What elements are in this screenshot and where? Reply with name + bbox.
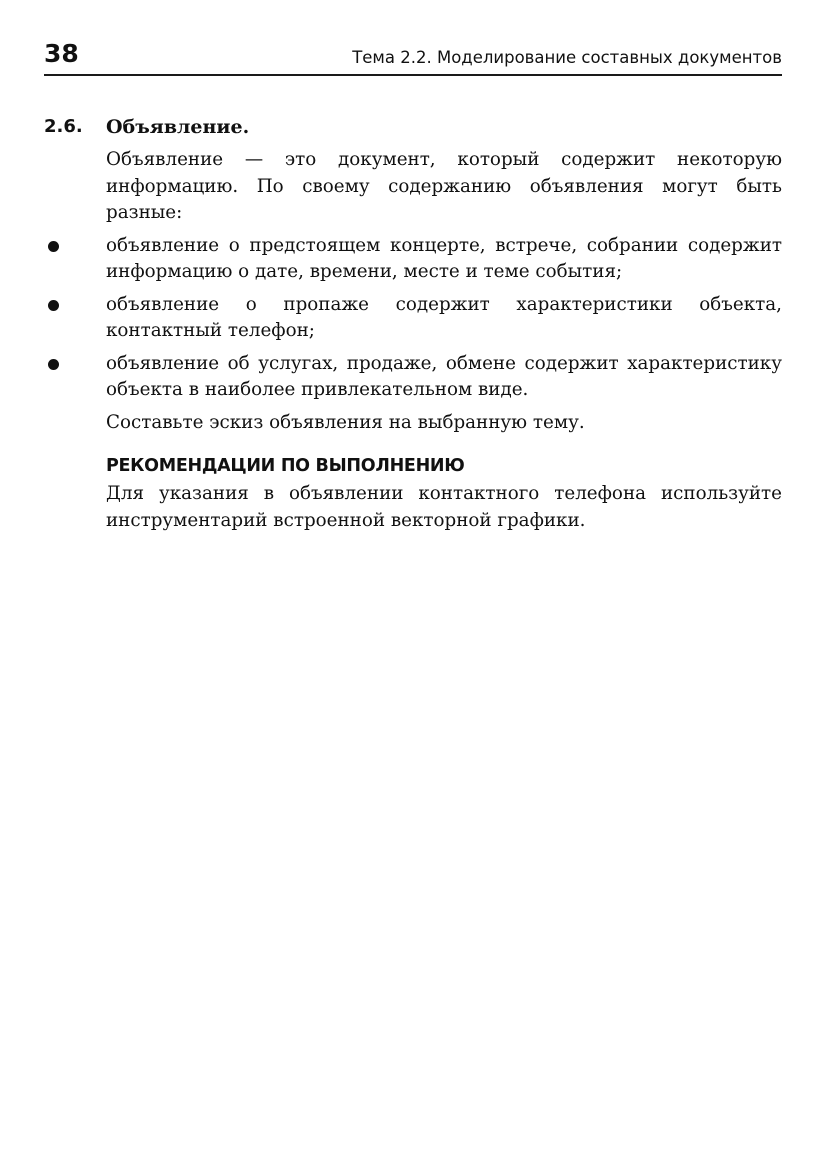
list-item-text: объявление о предстоящем концерте, встрече, собрании содержит информацию о дате, времени, месте и теме события;: [106, 234, 782, 282]
page-number: 38: [44, 39, 79, 68]
intro-paragraph: Объявление — это документ, который содержит некоторую информацию. По своему содержанию объявления могут быть разные:: [106, 149, 782, 223]
bullet-icon: [48, 300, 59, 311]
list-item-text: объявление о пропаже содержит характеристики объекта, контактный телефон;: [106, 293, 782, 341]
section-heading: [44, 112, 782, 142]
task-paragraph: Составьте эскиз объявления на выбранную тему.: [106, 411, 585, 433]
list-item: [44, 292, 782, 345]
bullet-list: [44, 233, 782, 404]
section-2-6: [44, 112, 782, 534]
list-item-text: объявление об услугах, продаже, обмене содержит характеристику объекта в наиболее привлекательном виде.: [106, 352, 782, 400]
bullet-icon: [48, 359, 59, 370]
page-header: [44, 36, 782, 76]
section-title: Объявление.: [106, 116, 250, 138]
section-number: 2.6.: [44, 116, 83, 137]
running-head: Тема 2.2. Моделирование составных документов: [352, 48, 782, 67]
list-item: [44, 233, 782, 286]
recommendations-heading: РЕКОМЕНДАЦИИ ПО ВЫПОЛНЕНИЮ: [106, 456, 465, 476]
bullet-icon: [48, 241, 59, 252]
list-item: [44, 351, 782, 404]
recommendations-paragraph: Для указания в объявлении контактного телефона используйте инструментарий встроенной векторной графики.: [106, 483, 782, 531]
